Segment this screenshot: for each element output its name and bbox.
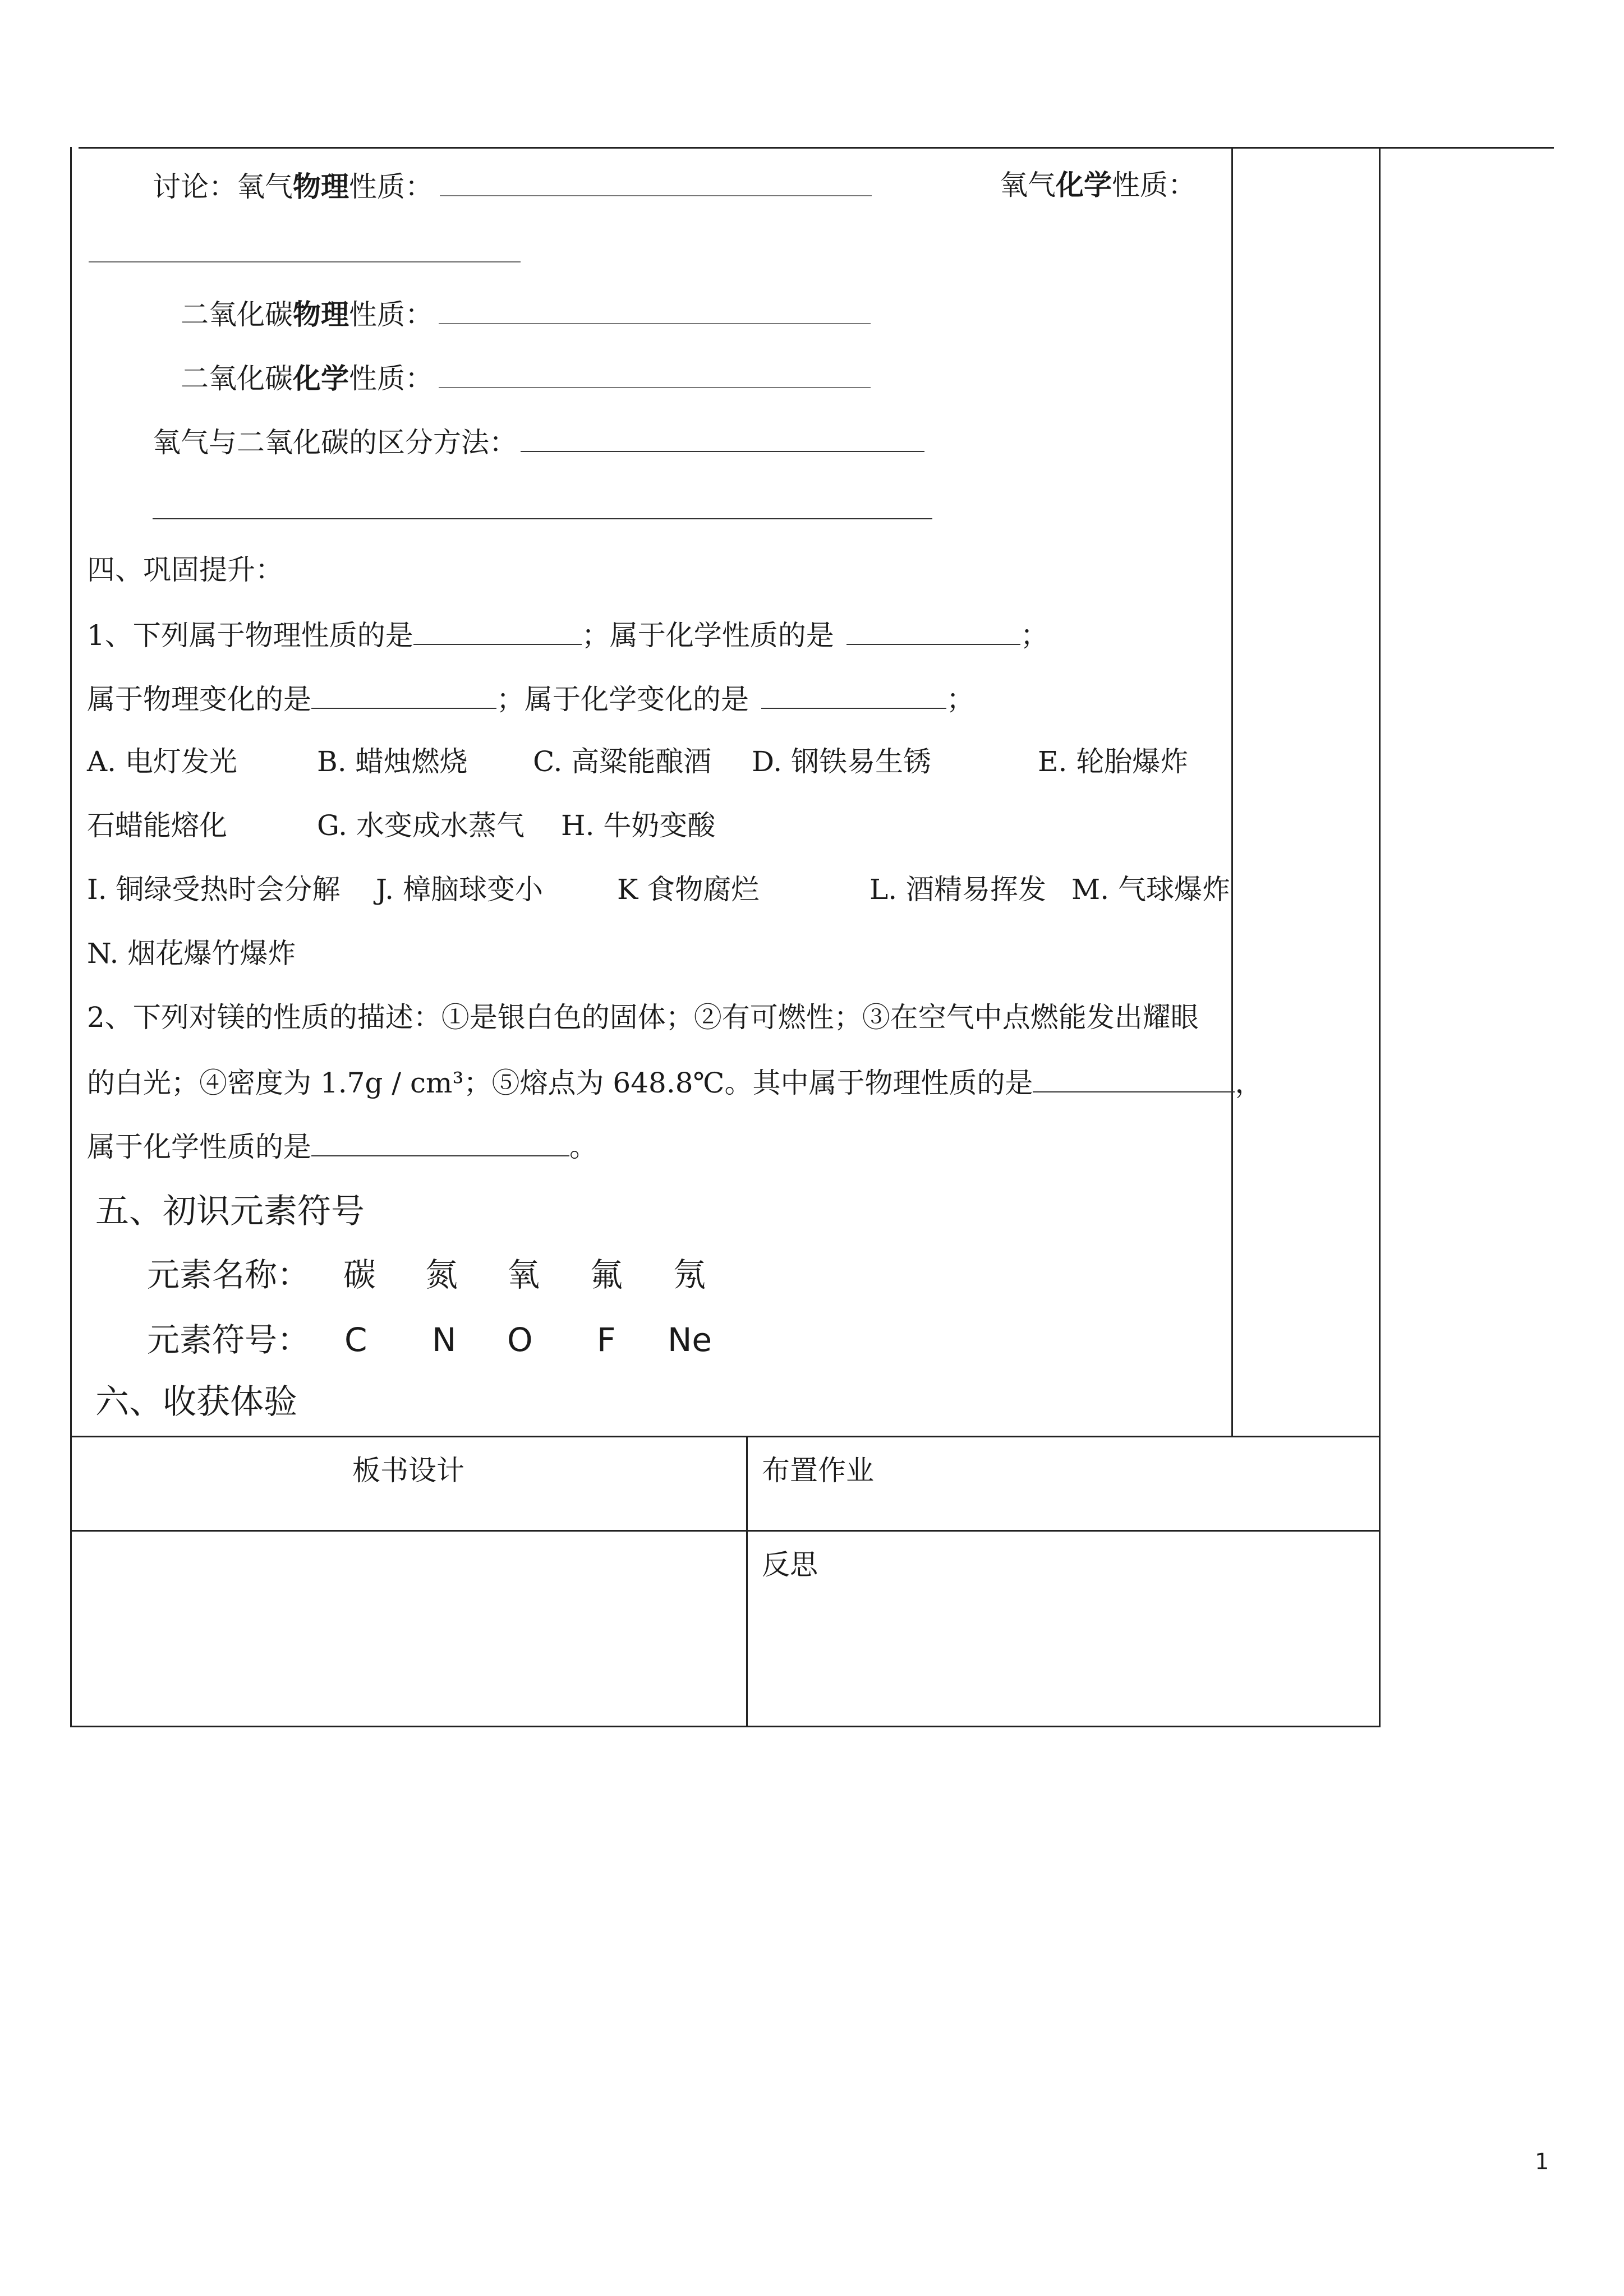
question2-line1: 2、下列对镁的性质的描述：①是银白色的固体；②有可燃性；③在空气中点燃能发出耀眼 <box>87 1001 1199 1034</box>
co2-chemical-bold: 化学 <box>293 362 349 395</box>
q1-chemical-change-label: ；属于化学变化的是 <box>496 683 749 716</box>
co2-chemical-blank[interactable] <box>439 359 871 388</box>
q1-semicolon-2: ； <box>946 683 974 716</box>
co2-chemical-label: 二氧化碳 <box>181 362 293 395</box>
option-f: 石蜡能熔化 <box>87 809 227 842</box>
o2-physical-bold: 物理 <box>293 170 349 203</box>
q2-comma: ， <box>1235 1067 1263 1099</box>
section4-title: 四、巩固提升： <box>87 554 283 586</box>
co2-chemical-property-line <box>181 359 871 397</box>
o2-physical-tail: 性质： <box>349 170 433 203</box>
top-border <box>79 147 1554 149</box>
co2-physical-tail: 性质： <box>349 298 433 331</box>
o2-chemical-label: 氧气 <box>1000 169 1056 201</box>
q1-physical-property-label: 1、下列属于物理性质的是 <box>87 619 413 652</box>
option-d: D. 钢铁易生锈 <box>752 745 932 778</box>
section6-title: 六、收获体验 <box>95 1382 297 1422</box>
homework-label: 布置作业 <box>762 1454 874 1487</box>
o2-physical-label: 讨论：氧气 <box>153 170 293 203</box>
q2-chemical-blank[interactable] <box>311 1127 569 1156</box>
q1-chemical-property-label: ；属于化学性质的是 <box>581 619 834 652</box>
page-number: 1 <box>1535 2149 1549 2175</box>
element-name-label: 元素名称： <box>147 1256 310 1294</box>
option-k: K 食物腐烂 <box>617 873 760 906</box>
board-design-label: 板书设计 <box>352 1454 464 1487</box>
co2-physical-blank[interactable] <box>439 295 871 324</box>
o2-physical-property-line <box>153 167 872 205</box>
element-name-carbon: 碳 <box>343 1256 376 1294</box>
o2-chemical-property-line <box>1000 167 1196 203</box>
q1-semicolon-1: ； <box>1020 619 1048 652</box>
element-name-oxygen: 氧 <box>507 1256 540 1294</box>
left-border <box>70 147 72 1727</box>
distinguish-blank-second[interactable] <box>153 518 932 519</box>
q2-chemical-label: 属于化学性质的是 <box>87 1131 311 1163</box>
option-e: E. 轮胎爆炸 <box>1038 745 1189 778</box>
o2-chemical-bold: 化学 <box>1056 168 1112 201</box>
o2-chemical-blank[interactable] <box>89 261 521 262</box>
option-g: G. 水变成水蒸气 <box>317 809 525 842</box>
element-symbol-n: N <box>432 1321 457 1359</box>
option-a: A. 电灯发光 <box>87 745 237 778</box>
option-h: H. 牛奶变酸 <box>561 809 716 842</box>
co2-physical-property-line <box>181 295 871 333</box>
o2-chemical-tail: 性质： <box>1112 169 1196 201</box>
element-symbol-ne: Ne <box>668 1321 712 1359</box>
option-j: J. 樟脑球变小 <box>376 873 543 906</box>
option-l: L. 酒精易挥发 <box>869 873 1046 906</box>
question1-line1 <box>87 616 1048 653</box>
distinguish-blank[interactable] <box>521 423 924 452</box>
q1-physical-property-blank[interactable] <box>413 616 582 645</box>
q1-physical-change-label: 属于物理变化的是 <box>87 683 311 716</box>
outer-right-border <box>1379 147 1381 1727</box>
element-symbol-label: 元素符号： <box>147 1321 310 1359</box>
element-name-fluorine: 氟 <box>590 1256 623 1294</box>
co2-physical-label: 二氧化碳 <box>181 298 293 331</box>
option-b: B. 蜡烛燃烧 <box>317 745 468 778</box>
question2-line2 <box>87 1063 1263 1101</box>
reflection-label: 反思 <box>762 1548 818 1581</box>
table-bottom-border <box>70 1726 1381 1727</box>
q1-chemical-property-blank[interactable] <box>846 616 1020 645</box>
co2-chemical-tail: 性质： <box>349 362 433 395</box>
table-top-border <box>70 1436 1381 1437</box>
element-symbol-o: O <box>507 1321 533 1359</box>
inner-right-border <box>1231 147 1233 1437</box>
distinguish-label: 氧气与二氧化碳的区分方法： <box>153 426 517 459</box>
q1-chemical-change-blank[interactable] <box>761 680 946 709</box>
question1-line2 <box>87 680 974 717</box>
q1-physical-change-blank[interactable] <box>311 680 496 709</box>
table-middle-border <box>70 1530 1381 1532</box>
option-i: I. 铜绿受热时会分解 <box>87 873 341 906</box>
option-n: N. 烟花爆竹爆炸 <box>87 937 296 970</box>
question2-line3 <box>87 1127 597 1165</box>
table-column-divider <box>746 1436 748 1726</box>
element-name-nitrogen: 氮 <box>425 1256 458 1294</box>
q2-physical-label: 的白光；④密度为 1.7g / cm³；⑤熔点为 648.8℃。其中属于物理性质的是 <box>87 1067 1033 1099</box>
co2-physical-bold: 物理 <box>293 298 349 331</box>
q2-physical-blank[interactable] <box>1033 1063 1235 1092</box>
element-symbol-c: C <box>344 1321 367 1359</box>
distinguish-method-line <box>153 423 924 460</box>
section5-title: 五、初识元素符号 <box>95 1192 365 1231</box>
option-c: C. 高粱能酿酒 <box>533 745 712 778</box>
element-symbol-f: F <box>597 1321 616 1359</box>
o2-physical-blank[interactable] <box>440 167 872 196</box>
element-name-neon: 氖 <box>673 1256 706 1294</box>
option-m: M. 气球爆炸 <box>1071 873 1230 906</box>
q2-period: 。 <box>569 1131 597 1163</box>
